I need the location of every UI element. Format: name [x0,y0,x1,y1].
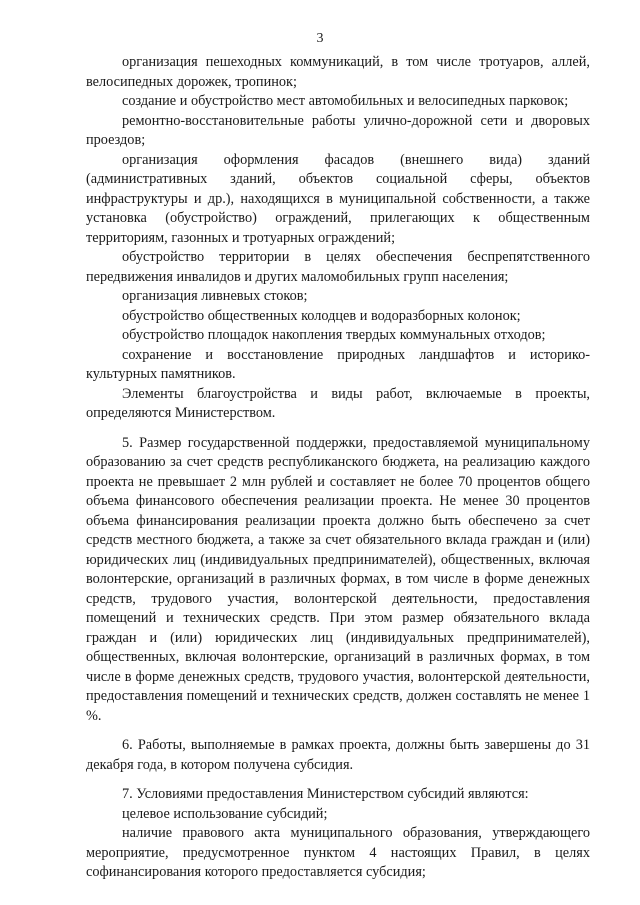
paragraph: сохранение и восстановление природных ландшафтов и историко-культурных памятников. [86,346,590,382]
paragraph: организация пешеходных коммуникаций, в том числе тротуаров, аллей, велосипедных дорожек, тропинок; [86,54,590,90]
paragraph: организация оформления фасадов (внешнего вида) зданий (административных зданий, объектов социальной сферы, объектов инфраструктуры и др.), находящихся в муниципальной собственности, а также установка (обустройство) ограждений, прилегающих к общественным территориям, газонных и тротуарных ограждений; [86,151,590,246]
paragraph: обустройство площадок накопления твердых коммунальных отходов; [122,327,546,343]
paragraph-section-7: 7. Условиями предоставления Министерством субсидий являются: [122,786,529,802]
document-body [86,53,590,883]
paragraph-section-5: 5. Размер государственной поддержки, предоставляемой муниципальному образованию за счет средств республиканского бюджета, на реализацию каждого проекта не превышает 2 млн рублей и составляет не более 70 процентов общего объема финансового обеспечения реализации проекта. Не менее 30 процентов объема финансирования реализации проекта должно быть обеспечено за счет средств местного бюджета, а также за счет обязательного вклада граждан и (или) юридических лиц (индивидуальных предпринимателей), общественных, включая волонтерские, организаций в различных формах, в том числе в форме денежных средств, трудового участия, волонтерской деятельности, предоставления помещений и технических средств. При этом размер обязательного вклада граждан и (или) юридических лиц (индивидуальных предпринимателей), общественных, включая волонтерские, организаций в различных формах, в том числе в форме денежных средств, трудового участия, волонтерской деятельности, предоставления помещений и технических средств, должен составлять не менее 1 %. [86,434,590,724]
paragraph: обустройство общественных колодцев и водоразборных колонок; [122,307,521,324]
paragraph: целевое использование субсидий; [122,805,328,822]
paragraph-section-6: 6. Работы, выполняемые в рамках проекта, должны быть завершены до 31 декабря года, в котором получена субсидия. [86,737,590,773]
paragraph: наличие правового акта муниципального образования, утверждающего мероприятие, предусмотренное пунктом 4 настоящих Правил, в целях софинансирования которого предоставляется субсидия; [86,825,590,880]
paragraph: Элементы благоустройства и виды работ, включаемые в проекты, определяются Министерством. [86,385,590,421]
page-number: 3 [316,31,324,46]
paragraph: обустройство территории в целях обеспечения беспрепятственного передвижения инвалидов и других маломобильных групп населения; [86,249,590,285]
paragraph: организация ливневых стоков; [122,288,308,304]
paragraph: ремонтно-восстановительные работы улично-дорожной сети и дворовых проездов; [86,112,590,148]
paragraph: создание и обустройство мест автомобильных и велосипедных парковок; [122,93,569,109]
